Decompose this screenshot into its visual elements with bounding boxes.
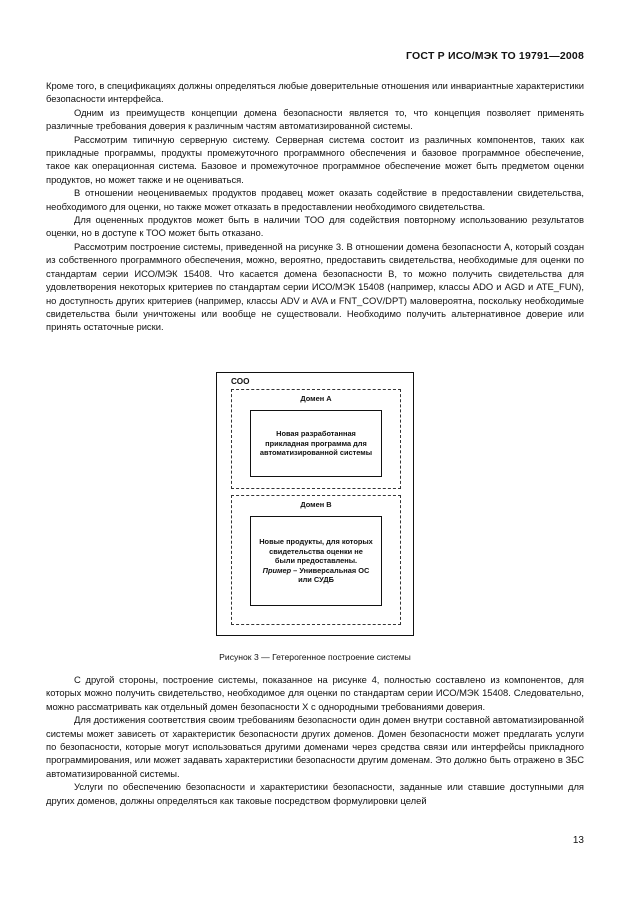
paragraph: Для оцененных продуктов может быть в наличии ТОО для содействия повторному использованию результатов оценки, но в доступе к ТОО может быть отказано. [46,214,584,239]
domain-b-title: Домен В [300,500,332,509]
paragraph: С другой стороны, построение системы, показанное на рисунке 4, полностью составлено из компонентов, для которых можно получить свидетельство, необходимое для оценки по стандартам серии ИСО/МЭК 15408. Следовательно, можно рассматривать как отдельный домен безопасности X с однородными требованиями доверия. [46,674,584,712]
example-label: Пример [262,565,292,575]
body-text-top [46,79,584,334]
page-number: 13 [572,835,584,846]
paragraph: Одним из преимуществ концепции домена безопасности является то, что концепция позволяет применять различные требования доверия к различным частям автоматизированной системы. [46,106,584,132]
domain-b-box [250,516,382,606]
figure-outer-label: СОО [231,377,250,386]
domain-a-box [250,410,382,477]
paragraph: Для достижения соответствия своим требованиям безопасности один домен внутри составной автоматизированной системы может зависеть от характеристик безопасности других доменов. Домен безопасности может предлагать услуги по безопасности, которые могут использоваться другими доменами через средства связи или интерфейсы прикладного программирования, или может задавать характеристики безопасности другим доменам. Это должно быть отражено в ЗБС автоматизированной системы. [46,714,584,779]
figure-caption: Рисунок 3 — Гетерогенное построение системы [219,652,411,662]
paragraph: Рассмотрим типичную серверную систему. Серверная система состоит из различных компонентов, таких как прикладные программы, продукты промежуточного программного обеспечения и базовое программное обеспечение, такое как операционная система. Базовое и промежуточное программное обеспечение может быть предметом оценки продуктов, но может также и не оцениваться. [46,133,584,185]
example-text: – Универсальная ОС или СУДБ [293,565,370,585]
document-header: ГОСТ Р ИСО/МЭК ТО 19791—2008 [406,50,584,62]
domain-b-box-example [259,566,373,585]
figure-3-diagram [216,372,414,636]
body-text-bottom [46,673,584,807]
domain-a [231,389,401,489]
domain-b [231,495,401,625]
domain-a-box-text: Новая разработанная прикладная программа для автоматизированной системы [259,429,373,458]
paragraph: Кроме того, в спецификациях должны определяться любые доверительные отношения или инвариантные характеристики безопасности интерфейса. [46,80,584,105]
paragraph: В отношении неоцениваемых продуктов продавец может оказать содействие в предоставлении свидетельства, необходимого для оценки, но также может отказать в предоставлении необходимого свидетельства. [46,187,584,212]
domain-a-title: Домен А [300,394,332,403]
paragraph: Рассмотрим построение системы, приведенной на рисунке 3. В отношении домена безопасности А, который создан из собственного программного обеспечения, можно, вероятно, предоставить свидетельства, необходимые для оценки по стандартам серии ИСО/МЭК 15408. Что касается домена безопасности В, то можно получить свидетельства для удовлетворения некоторых критериев по стандартам серии ИСО/МЭК 15408 (например, классы ADO и AGD и ATE_FUN), но доступность других критериев (например, классы ADV и AVA и FNT_COV/DPT) маловероятна, поскольку необходимые свидетельства были уничтожены или вообще не существовали. Необходимо получить альтернативное доверие или принять остаточные риски. [46,240,584,333]
paragraph: Услуги по обеспечению безопасности и характеристики безопасности, заданные или ставшие доступными для других доменов, должны определяться как таковые посредством формулировки целей [46,781,584,806]
domain-b-box-text: Новые продукты, для которых свидетельства оценки не были предоставлены. [259,537,373,566]
